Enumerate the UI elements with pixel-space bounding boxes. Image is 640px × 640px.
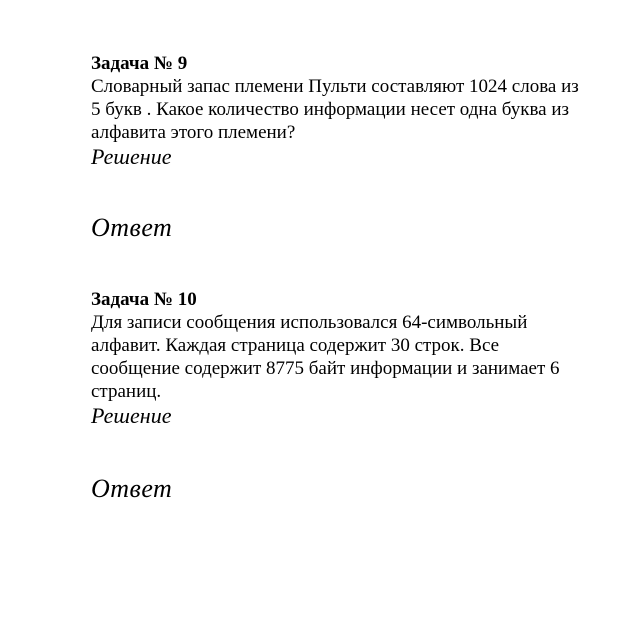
task-9-text-line: Словарный запас племени Пульти составляют 1024 слова из [91,76,579,97]
task-9 [91,53,611,170]
task-10-text [91,311,611,403]
task-10 [91,289,611,429]
task-9-title: Задача № 9 [91,53,188,74]
task-9-solution-label: Решение [91,144,172,169]
task-10-text-line: Для записи сообщения использовался 64-символьный [91,312,528,333]
task-9-text-line: 5 букв . Какое количество информации несет одна буква из [91,99,570,120]
task-10-solution-label: Решение [91,403,172,428]
task-9-answer-label: Ответ [91,213,173,242]
task-10-text-line: страниц. [91,381,162,402]
task-9-text-line: алфавита этого племени? [91,122,296,143]
task-9-text [91,75,611,144]
task-10-answer-label: Ответ [91,474,173,503]
task-10-title: Задача № 10 [91,289,197,310]
task-10-text-line: алфавит. Каждая страница содержит 30 строк. Все [91,335,500,356]
task-10-text-line: сообщение содержит 8775 байт информации и занимает 6 [91,358,560,379]
